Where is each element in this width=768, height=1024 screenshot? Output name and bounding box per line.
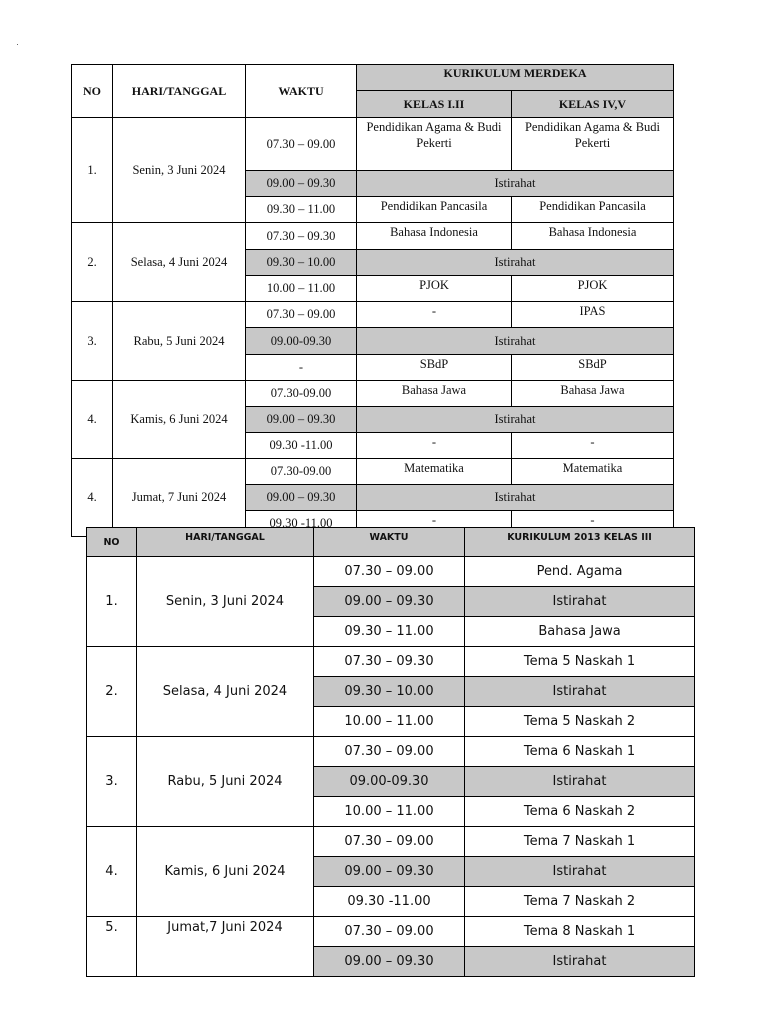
time-slot: 09.30 – 10.00 [246, 250, 357, 276]
header-hari-tanggal: HARI/TANGGAL [137, 528, 314, 557]
subject-kelas-1-2: SBdP [357, 355, 512, 381]
header-kurikulum-2013: KURIKULUM 2013 KELAS III [465, 528, 695, 557]
time-slot: 09.00 – 09.30 [246, 407, 357, 433]
time-slot: 07.30-09.00 [246, 459, 357, 485]
day-number: 4. [72, 459, 113, 537]
subject-kelas-1-2: Bahasa Jawa [357, 381, 512, 407]
day-number: 4. [72, 381, 113, 459]
kurikulum-2013-schedule-table [86, 527, 695, 977]
subject-kelas-4-5: Pendidikan Agama & Budi Pekerti [512, 118, 674, 171]
time-slot: - [246, 355, 357, 381]
time-slot: 09.00 – 09.30 [246, 171, 357, 197]
day-number: 2. [87, 647, 137, 737]
subject-kelas-3: Tema 5 Naskah 2 [465, 707, 695, 737]
day-number: 1. [87, 557, 137, 647]
subject-kelas-1-2: PJOK [357, 276, 512, 302]
day-number: 2. [72, 223, 113, 302]
merdeka-table-body [72, 118, 674, 537]
time-slot: 07.30 – 09.00 [246, 118, 357, 171]
subject-kelas-1-2: Pendidikan Agama & Budi Pekerti [357, 118, 512, 171]
day-date: Rabu, 5 Juni 2024 [113, 302, 246, 381]
subject-kelas-1-2: - [357, 433, 512, 459]
time-slot: 09.30 -11.00 [246, 433, 357, 459]
header-kelas-4-5: KELAS IV,V [512, 91, 674, 118]
day-number: 3. [87, 737, 137, 827]
header-hari-tanggal: HARI/TANGGAL [113, 65, 246, 118]
day-date: Jumat, 7 Juni 2024 [113, 459, 246, 537]
day-date: Selasa, 4 Juni 2024 [137, 647, 314, 737]
kurikulum-merdeka-schedule-table [71, 64, 674, 537]
break-cell: Istirahat [465, 587, 695, 617]
table-row [72, 381, 674, 407]
subject-kelas-1-2: Bahasa Indonesia [357, 223, 512, 250]
subject-kelas-3: Tema 7 Naskah 2 [465, 887, 695, 917]
time-slot: 09.30 -11.00 [246, 511, 357, 537]
subject-kelas-4-5: Bahasa Jawa [512, 381, 674, 407]
subject-kelas-4-5: - [512, 511, 674, 537]
subject-kelas-3: Tema 7 Naskah 1 [465, 827, 695, 857]
break-cell: Istirahat [357, 250, 674, 276]
subject-kelas-1-2: Matematika [357, 459, 512, 485]
time-slot: 07.30 – 09.00 [314, 827, 465, 857]
day-date: Senin, 3 Juni 2024 [137, 557, 314, 647]
subject-kelas-4-5: SBdP [512, 355, 674, 381]
header-no: NO [87, 528, 137, 557]
day-date: Rabu, 5 Juni 2024 [137, 737, 314, 827]
header-no: NO [72, 65, 113, 118]
day-number: 1. [72, 118, 113, 223]
subject-kelas-4-5: Matematika [512, 459, 674, 485]
time-slot: 09.30 – 11.00 [314, 617, 465, 647]
header-waktu: WAKTU [246, 65, 357, 118]
subject-kelas-4-5: Pendidikan Pancasila [512, 197, 674, 223]
break-cell: Istirahat [465, 767, 695, 797]
subject-kelas-1-2: Pendidikan Pancasila [357, 197, 512, 223]
header-kurikulum-merdeka: KURIKULUM MERDEKA [357, 65, 674, 91]
subject-kelas-3: Tema 6 Naskah 2 [465, 797, 695, 827]
time-slot: 07.30 – 09.00 [314, 557, 465, 587]
break-cell: Istirahat [465, 947, 695, 977]
break-cell: Istirahat [357, 485, 674, 511]
break-cell: Istirahat [357, 171, 674, 197]
subject-kelas-4-5: - [512, 433, 674, 459]
time-slot: 10.00 – 11.00 [246, 276, 357, 302]
table-row [72, 223, 674, 250]
time-slot: 09.30 – 10.00 [314, 677, 465, 707]
table-row [72, 118, 674, 171]
break-cell: Istirahat [357, 328, 674, 355]
time-slot: 09.00 – 09.30 [314, 947, 465, 977]
subject-kelas-4-5: PJOK [512, 276, 674, 302]
time-slot: 07.30 – 09.00 [314, 917, 465, 947]
time-slot: 07.30 – 09.00 [314, 737, 465, 767]
break-cell: Istirahat [465, 857, 695, 887]
subject-kelas-1-2: - [357, 302, 512, 328]
time-slot: 09.00-09.30 [246, 328, 357, 355]
table-row [87, 827, 695, 857]
time-slot: 09.30 – 11.00 [246, 197, 357, 223]
time-slot: 09.00 – 09.30 [314, 857, 465, 887]
break-cell: Istirahat [357, 407, 674, 433]
table-row [72, 459, 674, 485]
header-kelas-1-2: KELAS I.II [357, 91, 512, 118]
day-date: Senin, 3 Juni 2024 [113, 118, 246, 223]
time-slot: 09.30 -11.00 [314, 887, 465, 917]
day-date: Kamis, 6 Juni 2024 [113, 381, 246, 459]
subject-kelas-3: Tema 6 Naskah 1 [465, 737, 695, 767]
day-date: Kamis, 6 Juni 2024 [137, 827, 314, 917]
time-slot: 09.00-09.30 [314, 767, 465, 797]
header-waktu: WAKTU [314, 528, 465, 557]
table-row [87, 557, 695, 587]
table-row [87, 737, 695, 767]
time-slot: 07.30 – 09.00 [246, 302, 357, 328]
k13-table-body [87, 557, 695, 977]
table-row [87, 647, 695, 677]
time-slot: 10.00 – 11.00 [314, 797, 465, 827]
table-row [72, 302, 674, 328]
day-date: Jumat,7 Juni 2024 [137, 917, 314, 977]
time-slot: 09.00 – 09.30 [246, 485, 357, 511]
time-slot: 07.30 – 09.30 [246, 223, 357, 250]
break-cell: Istirahat [465, 677, 695, 707]
subject-kelas-4-5: IPAS [512, 302, 674, 328]
subject-kelas-1-2: - [357, 511, 512, 537]
subject-kelas-3: Tema 5 Naskah 1 [465, 647, 695, 677]
day-number: 5. [87, 917, 137, 977]
time-slot: 07.30-09.00 [246, 381, 357, 407]
scan-speck [17, 44, 18, 45]
subject-kelas-3: Tema 8 Naskah 1 [465, 917, 695, 947]
day-number: 3. [72, 302, 113, 381]
day-date: Selasa, 4 Juni 2024 [113, 223, 246, 302]
subject-kelas-3: Bahasa Jawa [465, 617, 695, 647]
subject-kelas-3: Pend. Agama [465, 557, 695, 587]
time-slot: 09.00 – 09.30 [314, 587, 465, 617]
time-slot: 07.30 – 09.30 [314, 647, 465, 677]
table-row [87, 917, 695, 947]
day-number: 4. [87, 827, 137, 917]
subject-kelas-4-5: Bahasa Indonesia [512, 223, 674, 250]
time-slot: 10.00 – 11.00 [314, 707, 465, 737]
